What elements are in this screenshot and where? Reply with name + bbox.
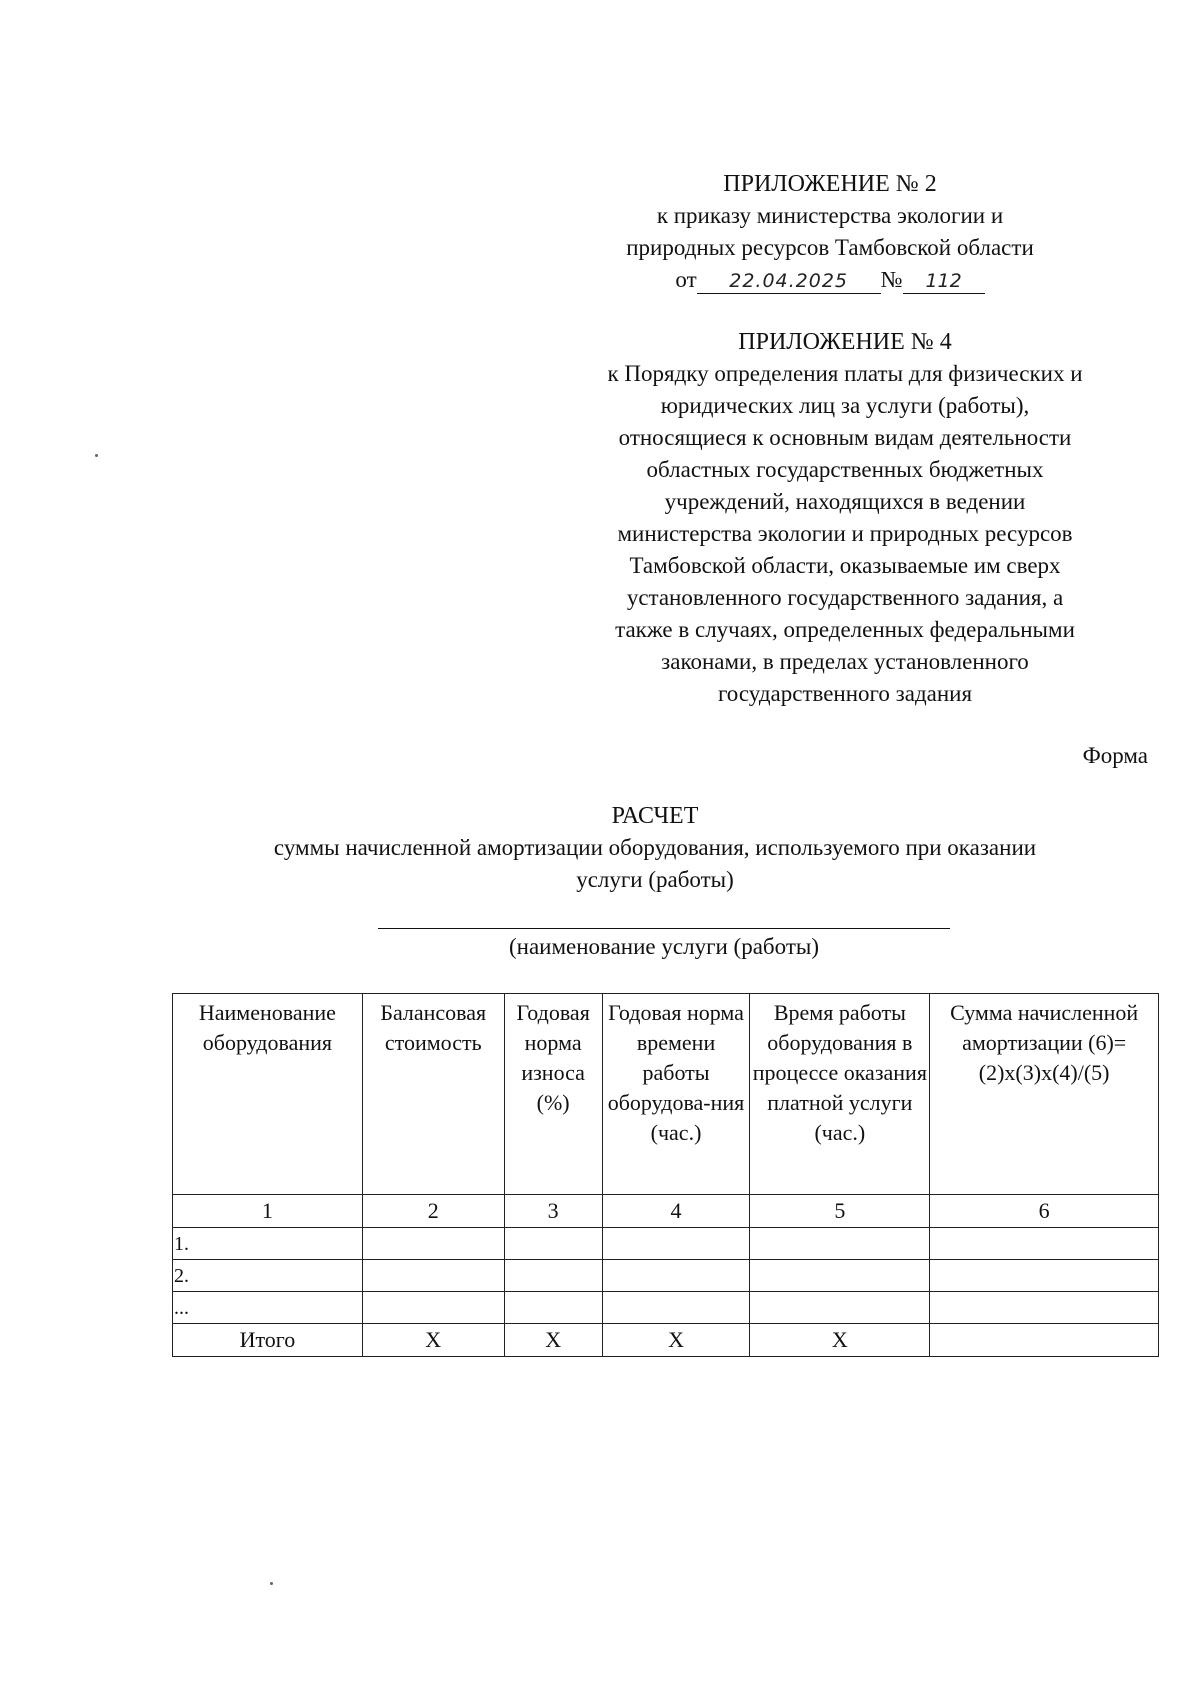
column-number: 6 bbox=[930, 1195, 1159, 1228]
procedure-annex-line: Тамбовской области, оказываемые им сверх bbox=[629, 553, 1061, 578]
total-cell: X bbox=[602, 1324, 750, 1357]
table-column-number-row bbox=[173, 1195, 1159, 1228]
header-book-value: Балансовая стоимость bbox=[362, 994, 504, 1195]
table-cell: 2. bbox=[173, 1260, 363, 1292]
table-header-row bbox=[173, 994, 1159, 1195]
procedure-annex-line: законами, в пределах установленного bbox=[661, 649, 1029, 674]
column-number: 2 bbox=[362, 1195, 504, 1228]
table-cell bbox=[602, 1228, 750, 1260]
procedure-annex-line: областных государственных бюджетных bbox=[646, 457, 1044, 482]
table-cell bbox=[750, 1228, 930, 1260]
header-equipment-name: Наименование оборудования bbox=[173, 994, 363, 1195]
table-cell bbox=[504, 1292, 602, 1324]
handwritten-date: 22.04.2025 bbox=[697, 269, 881, 294]
number-label: № bbox=[880, 267, 903, 292]
table-cell bbox=[362, 1292, 504, 1324]
date-prefix: от bbox=[675, 267, 697, 292]
column-number: 4 bbox=[602, 1195, 750, 1228]
order-annex-line: к приказу министерства экологии и bbox=[656, 203, 1004, 228]
total-cell: X bbox=[504, 1324, 602, 1357]
calculation-subtitle-line: суммы начисленной амортизации оборудования, используемого при оказании bbox=[273, 835, 1037, 860]
calculation-heading bbox=[150, 800, 1160, 896]
handwritten-number: 112 bbox=[903, 269, 985, 294]
form-label: Форма bbox=[1082, 743, 1148, 768]
order-annex-line: природных ресурсов Тамбовской области bbox=[626, 235, 1034, 260]
header-amortization-sum: Сумма начисленной амортизации (6)=(2)x(3)x(4)/(5) bbox=[930, 994, 1159, 1195]
procedure-annex-line: относящиеся к основным видам деятельности bbox=[618, 425, 1072, 450]
procedure-annex-line: установленного государственного задания, а bbox=[626, 585, 1064, 610]
order-date-line bbox=[675, 264, 984, 296]
service-name-blank-line bbox=[378, 928, 950, 929]
scan-speck bbox=[95, 454, 98, 457]
column-number: 5 bbox=[750, 1195, 930, 1228]
calculation-title: РАСЧЕТ bbox=[611, 803, 699, 829]
table-cell bbox=[750, 1292, 930, 1324]
amortization-table bbox=[172, 993, 1159, 1357]
total-label: Итого bbox=[173, 1324, 363, 1357]
table-cell: ... bbox=[173, 1292, 363, 1324]
procedure-annex-block bbox=[545, 326, 1145, 710]
procedure-annex-line: также в случаях, определенных федеральными bbox=[615, 617, 1075, 642]
scan-speck bbox=[270, 1582, 273, 1585]
table-cell bbox=[504, 1260, 602, 1292]
calculation-subtitle-line: услуги (работы) bbox=[576, 867, 734, 892]
order-annex-title: ПРИЛОЖЕНИЕ № 2 bbox=[723, 171, 937, 197]
table-cell bbox=[602, 1260, 750, 1292]
order-annex-block bbox=[560, 168, 1100, 296]
header-annual-wear-rate: Годовая норма износа (%) bbox=[504, 994, 602, 1195]
procedure-annex-line: министерства экологии и природных ресурсов bbox=[617, 521, 1073, 546]
total-cell bbox=[930, 1324, 1159, 1357]
table-cell bbox=[750, 1260, 930, 1292]
table-cell bbox=[930, 1292, 1159, 1324]
total-cell: X bbox=[362, 1324, 504, 1357]
table-total-row bbox=[173, 1324, 1159, 1357]
table-cell bbox=[362, 1260, 504, 1292]
procedure-annex-title: ПРИЛОЖЕНИЕ № 4 bbox=[738, 329, 952, 355]
procedure-annex-line: государственного задания bbox=[717, 681, 973, 706]
table-row bbox=[173, 1228, 1159, 1260]
table-cell bbox=[362, 1228, 504, 1260]
procedure-annex-line: к Порядку определения платы для физических и bbox=[607, 361, 1083, 386]
table-cell bbox=[602, 1292, 750, 1324]
header-service-operating-time: Время работы оборудования в процессе оказания платной услуги (час.) bbox=[750, 994, 930, 1195]
table-cell: 1. bbox=[173, 1228, 363, 1260]
header-annual-operating-time: Годовая норма времени работы оборудова-ния (час.) bbox=[602, 994, 750, 1195]
table-row bbox=[173, 1292, 1159, 1324]
table-row bbox=[173, 1260, 1159, 1292]
column-number: 3 bbox=[504, 1195, 602, 1228]
total-cell: X bbox=[750, 1324, 930, 1357]
procedure-annex-line: юридических лиц за услуги (работы), bbox=[660, 393, 1030, 418]
table-cell bbox=[504, 1228, 602, 1260]
service-name-caption: (наименование услуги (работы) bbox=[508, 934, 819, 959]
procedure-annex-line: учреждений, находящихся в ведении bbox=[664, 489, 1026, 514]
table-cell bbox=[930, 1260, 1159, 1292]
table-cell bbox=[930, 1228, 1159, 1260]
column-number: 1 bbox=[173, 1195, 363, 1228]
